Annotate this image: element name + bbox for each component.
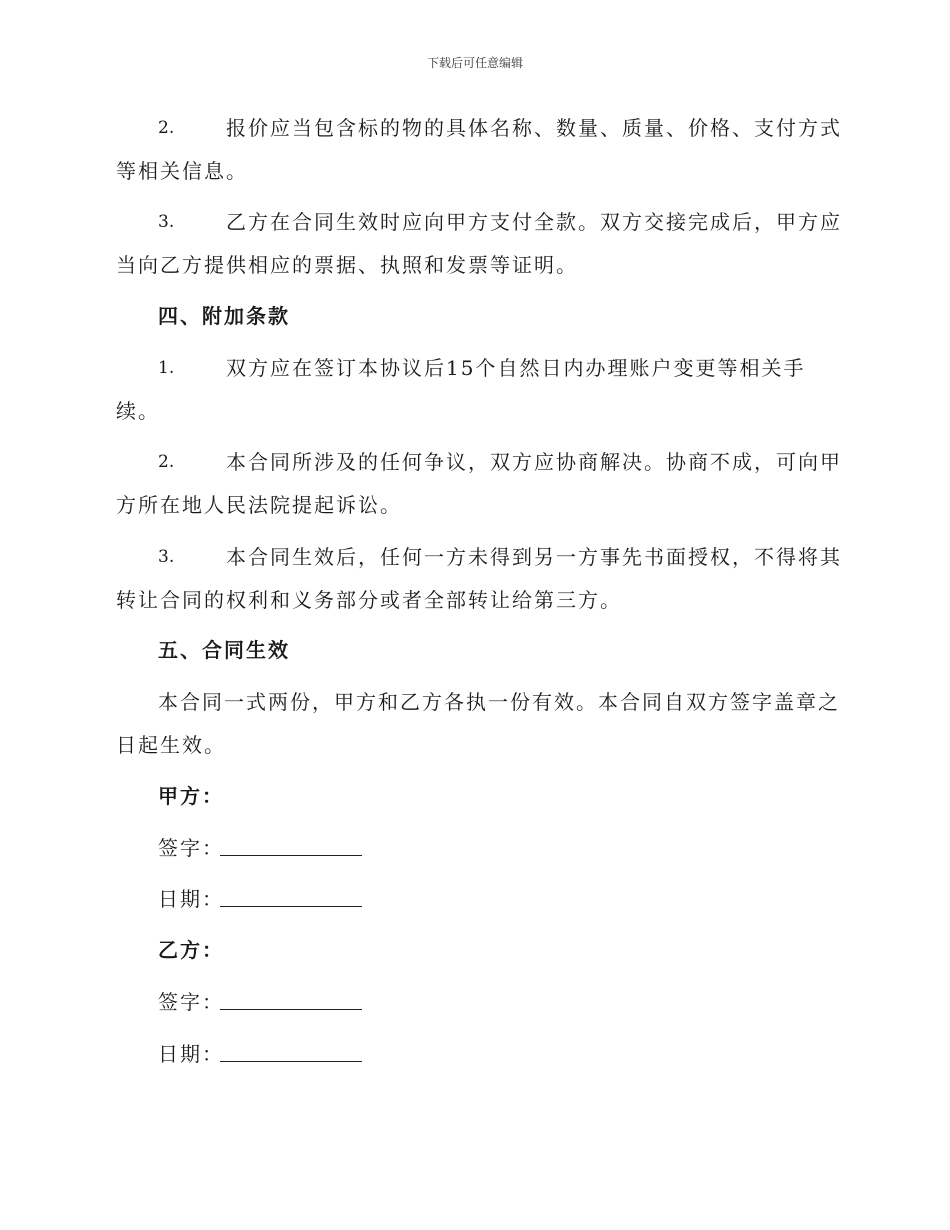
party-b-label: 乙方：: [158, 938, 224, 962]
item-text-line: 乙方在合同生效时应向甲方支付全款。双方交接完成后，甲方应: [226, 210, 842, 234]
item-text-line: 报价应当包含标的物的具体名称、数量、质量、价格、支付方式: [226, 116, 842, 140]
party-b-date-field[interactable]: [220, 1061, 362, 1062]
party-a-sign-field[interactable]: [220, 855, 362, 856]
item-number: 1.: [158, 358, 175, 378]
item-number: 3.: [158, 212, 175, 232]
item-text-line: 本合同所涉及的任何争议，双方应协商解决。协商不成，可向甲: [226, 450, 842, 474]
item-number: 2.: [158, 118, 175, 138]
item-text-line: 方所在地人民法院提起诉讼。: [116, 493, 402, 517]
section-heading: 四、附加条款: [158, 304, 290, 328]
party-a-sign-label: 签字：: [158, 836, 224, 860]
party-a-date-field[interactable]: [220, 906, 362, 907]
item-text-line: 续。: [116, 399, 160, 423]
item-number: 2.: [158, 452, 175, 472]
item-text-line: 等相关信息。: [116, 159, 248, 183]
item-text-line: 转让合同的权利和义务部分或者全部转让给第三方。: [116, 588, 622, 612]
paragraph-line: 日起生效。: [116, 733, 226, 757]
party-a-label: 甲方：: [158, 784, 224, 808]
party-a-date-label: 日期：: [158, 887, 224, 911]
item-text-line: 双方应在签订本协议后15个自然日内办理账户变更等相关手: [226, 356, 806, 380]
page-header: 下载后可任意编辑: [426, 56, 523, 70]
item-text-line: 当向乙方提供相应的票据、执照和发票等证明。: [116, 253, 578, 277]
item-number: 3.: [158, 547, 175, 567]
section-heading: 五、合同生效: [158, 638, 290, 662]
item-text-line: 本合同生效后，任何一方未得到另一方事先书面授权，不得将其: [226, 545, 842, 569]
party-b-sign-label: 签字：: [158, 990, 224, 1014]
party-b-date-label: 日期：: [158, 1042, 224, 1066]
party-b-sign-field[interactable]: [220, 1009, 362, 1010]
paragraph-line: 本合同一式两份，甲方和乙方各执一份有效。本合同自双方签字盖章之: [158, 690, 840, 714]
